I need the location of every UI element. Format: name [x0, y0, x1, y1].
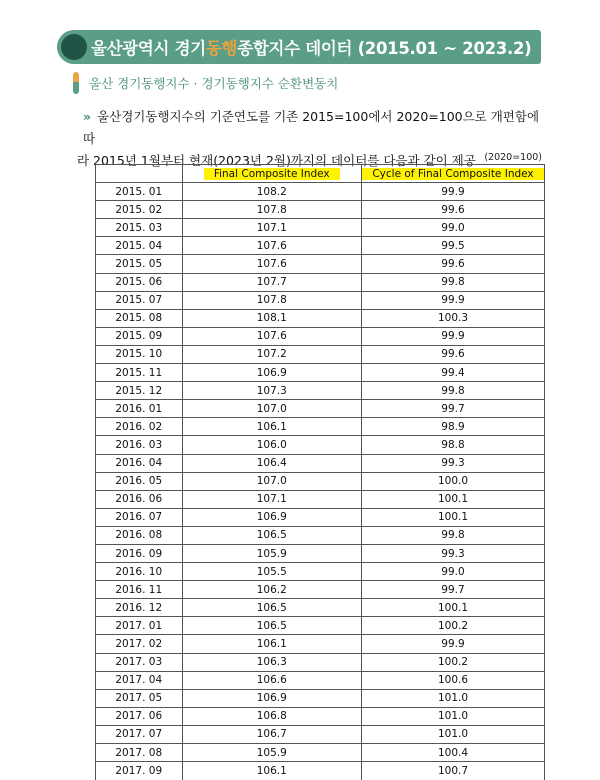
cell-cycle-index: 99.8: [361, 526, 544, 544]
cell-cycle-index: 98.9: [361, 418, 544, 436]
cell-period: 2015. 09: [96, 327, 183, 345]
cell-period: 2015. 02: [96, 201, 183, 219]
cell-period: 2017. 01: [96, 617, 183, 635]
header-cycle-final-composite-index: Cycle of Final Composite Index: [361, 165, 544, 183]
section-marker-icon: [73, 72, 79, 94]
table-row: [96, 744, 545, 762]
cell-final-composite-index: 107.2: [182, 345, 361, 363]
cell-cycle-index: 99.7: [361, 581, 544, 599]
cell-final-composite-index: 106.0: [182, 436, 361, 454]
cell-cycle-index: 99.9: [361, 183, 544, 201]
cell-final-composite-index: 107.0: [182, 472, 361, 490]
table-header-row: [96, 165, 545, 183]
cell-cycle-index: 99.0: [361, 219, 544, 237]
cell-period: 2015. 01: [96, 183, 183, 201]
cell-cycle-index: 100.6: [361, 671, 544, 689]
section-heading: [73, 72, 338, 94]
cell-final-composite-index: 106.3: [182, 653, 361, 671]
cell-period: 2016. 12: [96, 599, 183, 617]
table-row: [96, 418, 545, 436]
table-row: [96, 725, 545, 743]
cell-cycle-index: 100.1: [361, 508, 544, 526]
cell-final-composite-index: 107.0: [182, 400, 361, 418]
cell-cycle-index: 101.0: [361, 689, 544, 707]
cell-cycle-index: 100.2: [361, 617, 544, 635]
cell-final-composite-index: 106.9: [182, 364, 361, 382]
cell-period: 2016. 06: [96, 490, 183, 508]
cell-cycle-index: 99.9: [361, 327, 544, 345]
cell-final-composite-index: 107.8: [182, 291, 361, 309]
cell-period: 2016. 08: [96, 526, 183, 544]
cell-final-composite-index: 106.4: [182, 454, 361, 472]
cell-final-composite-index: 105.9: [182, 544, 361, 562]
title-bullet-icon: [61, 34, 87, 60]
cell-final-composite-index: 106.5: [182, 526, 361, 544]
cell-final-composite-index: 107.1: [182, 490, 361, 508]
cell-final-composite-index: 107.3: [182, 382, 361, 400]
table-row: [96, 364, 545, 382]
cell-cycle-index: 100.1: [361, 490, 544, 508]
cell-final-composite-index: 106.1: [182, 762, 361, 780]
cell-final-composite-index: 108.1: [182, 309, 361, 327]
cell-period: 2015. 06: [96, 273, 183, 291]
description-paragraph: [77, 106, 543, 172]
double-arrow-icon: »: [83, 109, 92, 124]
table-row: [96, 309, 545, 327]
cell-final-composite-index: 107.1: [182, 219, 361, 237]
cell-cycle-index: 99.9: [361, 635, 544, 653]
cell-final-composite-index: 107.6: [182, 327, 361, 345]
cell-cycle-index: 100.4: [361, 744, 544, 762]
cell-final-composite-index: 106.9: [182, 689, 361, 707]
table-row: [96, 183, 545, 201]
cell-final-composite-index: 106.1: [182, 418, 361, 436]
cell-cycle-index: 99.6: [361, 201, 544, 219]
cell-period: 2017. 04: [96, 671, 183, 689]
cell-cycle-index: 101.0: [361, 725, 544, 743]
cell-period: 2016. 03: [96, 436, 183, 454]
cell-cycle-index: 101.0: [361, 707, 544, 725]
table-row: [96, 490, 545, 508]
title-highlight: 동행: [205, 39, 238, 58]
page-title: 울산광역시 경기동행종합지수 데이터 (2015.01 ~ 2023.2): [91, 39, 532, 58]
cell-cycle-index: 99.5: [361, 237, 544, 255]
cell-period: 2016. 02: [96, 418, 183, 436]
cell-cycle-index: 99.6: [361, 345, 544, 363]
cell-period: 2016. 01: [96, 400, 183, 418]
cell-period: 2015. 04: [96, 237, 183, 255]
table-row: [96, 689, 545, 707]
cell-period: 2016. 05: [96, 472, 183, 490]
description-line-2: 라 2015년 1월부터 현재(2023년 2월)까지의 데이터를 다음과 같이 제공: [77, 153, 476, 168]
cell-cycle-index: 99.8: [361, 273, 544, 291]
cell-period: 2015. 07: [96, 291, 183, 309]
description-line-1: 울산경기동행지수의 기준연도를 기존 2015=100에서 2020=100으로 개편함에 따: [83, 109, 540, 146]
table-row: [96, 653, 545, 671]
cell-period: 2015. 12: [96, 382, 183, 400]
cell-period: 2015. 08: [96, 309, 183, 327]
cell-cycle-index: 100.2: [361, 653, 544, 671]
header-period: [96, 165, 183, 183]
cell-period: 2015. 10: [96, 345, 183, 363]
cell-period: 2017. 05: [96, 689, 183, 707]
table-row: [96, 345, 545, 363]
cell-final-composite-index: 107.8: [182, 201, 361, 219]
cell-cycle-index: 99.7: [361, 400, 544, 418]
cell-period: 2017. 08: [96, 744, 183, 762]
table-row: [96, 671, 545, 689]
table-row: [96, 327, 545, 345]
table-row: [96, 563, 545, 581]
cell-cycle-index: 100.1: [361, 599, 544, 617]
cell-cycle-index: 98.8: [361, 436, 544, 454]
cell-period: 2017. 07: [96, 725, 183, 743]
cell-period: 2017. 06: [96, 707, 183, 725]
cell-final-composite-index: 106.8: [182, 707, 361, 725]
table-row: [96, 707, 545, 725]
cell-final-composite-index: 106.7: [182, 725, 361, 743]
cell-final-composite-index: 106.2: [182, 581, 361, 599]
cell-final-composite-index: 108.2: [182, 183, 361, 201]
cell-period: 2015. 03: [96, 219, 183, 237]
table-row: [96, 544, 545, 562]
cell-final-composite-index: 105.9: [182, 744, 361, 762]
cell-cycle-index: 99.3: [361, 454, 544, 472]
table-row: [96, 273, 545, 291]
cell-final-composite-index: 106.5: [182, 599, 361, 617]
cell-cycle-index: 99.9: [361, 291, 544, 309]
cell-period: 2015. 11: [96, 364, 183, 382]
cell-final-composite-index: 106.1: [182, 635, 361, 653]
cell-period: 2017. 02: [96, 635, 183, 653]
table-row: [96, 526, 545, 544]
cell-final-composite-index: 106.5: [182, 617, 361, 635]
unit-note: (2020=100): [484, 152, 542, 163]
section-heading-text: 울산 경기동행지수 · 경기동행지수 순환변동치: [89, 76, 339, 91]
table-row: [96, 219, 545, 237]
cell-cycle-index: 99.4: [361, 364, 544, 382]
cell-final-composite-index: 107.7: [182, 273, 361, 291]
cell-final-composite-index: 107.6: [182, 237, 361, 255]
cell-period: 2017. 03: [96, 653, 183, 671]
data-table: [95, 164, 545, 780]
table-row: [96, 237, 545, 255]
table-row: [96, 454, 545, 472]
cell-period: 2016. 11: [96, 581, 183, 599]
cell-period: 2016. 09: [96, 544, 183, 562]
cell-cycle-index: 100.3: [361, 309, 544, 327]
cell-final-composite-index: 107.6: [182, 255, 361, 273]
title-bar: [57, 30, 541, 64]
cell-cycle-index: 99.6: [361, 255, 544, 273]
cell-final-composite-index: 106.9: [182, 508, 361, 526]
cell-period: 2016. 07: [96, 508, 183, 526]
table-row: [96, 400, 545, 418]
header-final-composite-index: Final Composite Index: [182, 165, 361, 183]
cell-cycle-index: 100.0: [361, 472, 544, 490]
table-row: [96, 599, 545, 617]
table-row: [96, 255, 545, 273]
table-row: [96, 436, 545, 454]
cell-cycle-index: 99.8: [361, 382, 544, 400]
cell-final-composite-index: 106.6: [182, 671, 361, 689]
table-row: [96, 201, 545, 219]
cell-cycle-index: 99.0: [361, 563, 544, 581]
table-row: [96, 472, 545, 490]
cell-period: 2017. 09: [96, 762, 183, 780]
cell-period: 2016. 10: [96, 563, 183, 581]
cell-period: 2016. 04: [96, 454, 183, 472]
cell-cycle-index: 100.7: [361, 762, 544, 780]
table-row: [96, 635, 545, 653]
table-row: [96, 581, 545, 599]
cell-cycle-index: 99.3: [361, 544, 544, 562]
cell-final-composite-index: 105.5: [182, 563, 361, 581]
cell-period: 2015. 05: [96, 255, 183, 273]
table-row: [96, 291, 545, 309]
table-row: [96, 382, 545, 400]
table-row: [96, 617, 545, 635]
table-row: [96, 508, 545, 526]
table-row: [96, 762, 545, 780]
